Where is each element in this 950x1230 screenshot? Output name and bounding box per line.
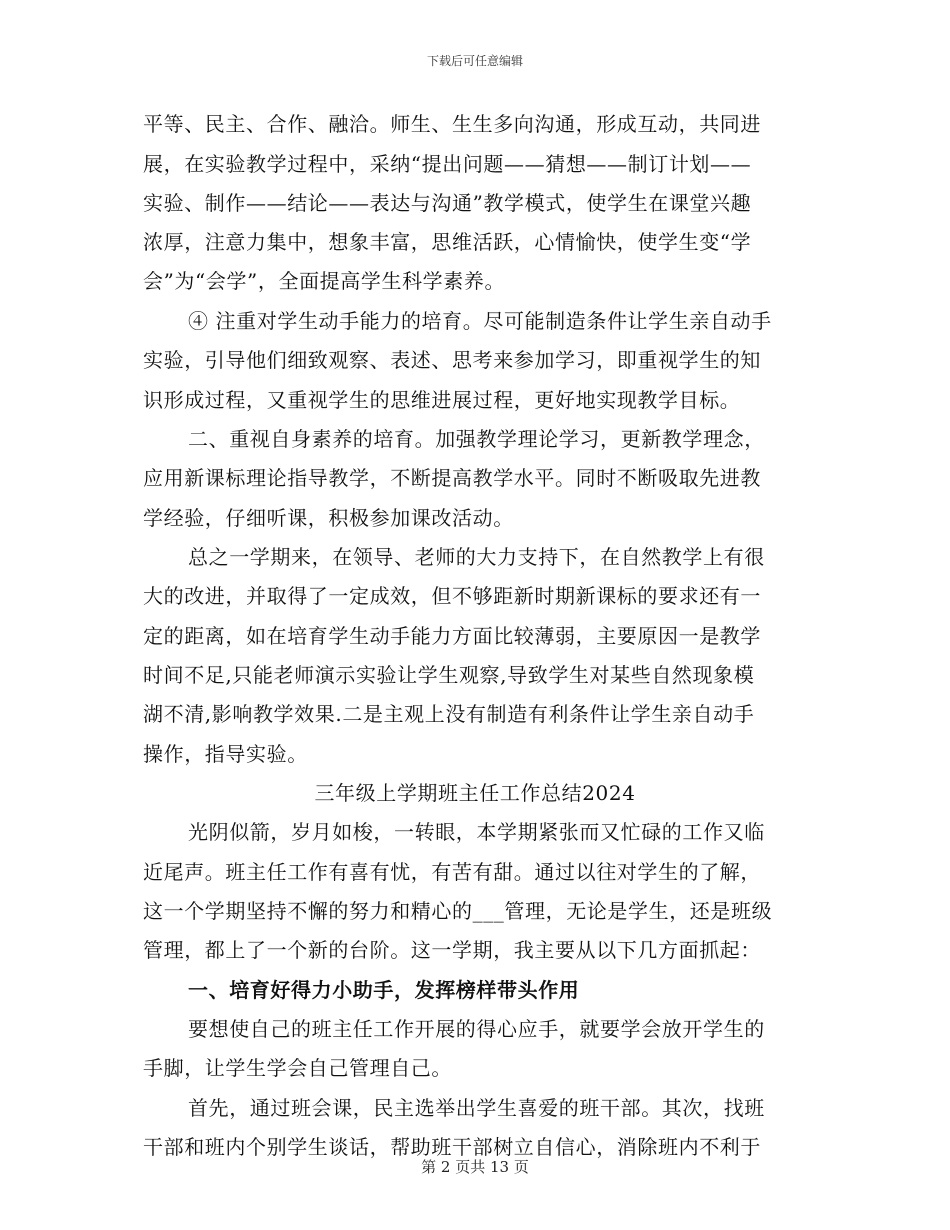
page-footer: 第 2 页共 13 页 — [421, 1158, 529, 1176]
body-line: 浓厚，注意力集中，想象丰富，思维活跃，心情愉快，使学生变“学 — [143, 230, 752, 254]
body-line: 干部和班内个别学生谈话，帮助班干部树立自信心，消除班内不利于 — [143, 1135, 761, 1159]
section-heading: 一、培育好得力小助手，发挥榜样带头作用 — [188, 978, 580, 1002]
body-line: 会”为“会学”，全面提高学生科学素养。 — [143, 269, 506, 293]
body-line: 时间不足,只能老师演示实验让学生观察,导致学生对某些自然现象模 — [143, 663, 755, 687]
body-line: 展，在实验教学过程中，采纳“提出问题——猜想——制订计划—— — [143, 152, 752, 176]
body-line: 实验，引导他们细致观察、表述、思考来参加学习，即重视学生的知 — [143, 348, 761, 372]
body-line: 二、重视自身素养的培育。加强教学理论学习，更新教学理念， — [188, 427, 765, 451]
body-line: ④ 注重对学生动手能力的培育。尽可能制造条件让学生亲自动手 — [188, 309, 772, 333]
body-line: 平等、民主、合作、融洽。师生、生生多向沟通，形成互动，共同进 — [143, 112, 761, 136]
body-line: 大的改进，并取得了一定成效，但不够距新时期新课标的要求还有一 — [143, 584, 761, 608]
body-line: 总之一学期来，在领导、老师的大力支持下，在自然教学上有很 — [188, 545, 765, 569]
body-line: 这一个学期坚持不懈的努力和精心的___管理，无论是学生，还是班级 — [143, 899, 773, 923]
body-line: 识形成过程，又重视学生的思维进展过程，更好地实现教学目标。 — [143, 388, 741, 412]
body-line: 学经验，仔细听课，积极参加课改活动。 — [143, 506, 514, 530]
body-line: 应用新课标理论指导教学，不断提高教学水平。同时不断吸取先进教 — [143, 466, 761, 490]
body-line: 首先，通过班会课，民主选举出学生喜爱的班干部。其次，找班 — [188, 1096, 765, 1120]
body-line: 定的距离，如在培育学生动手能力方面比较薄弱，主要原因一是教学 — [143, 624, 761, 648]
body-line: 手脚，让学生学会自己管理自己。 — [143, 1056, 452, 1080]
body-line: 近尾声。班主任工作有喜有忧，有苦有甜。通过以往对学生的了解， — [143, 860, 761, 884]
body-line: 实验、制作——结论——表达与沟通”教学模式，使学生在课堂兴趣 — [143, 191, 752, 215]
body-line: 管理，都上了一个新的台阶。这一学期，我主要从以下几方面抓起： — [143, 938, 761, 962]
body-line: 要想使自己的班主任工作开展的得心应手，就要学会放开学生的 — [188, 1017, 765, 1041]
body-line: 光阴似箭，岁月如梭，一转眼，本学期紧张而又忙碌的工作又临 — [188, 820, 765, 844]
section-title: 三年级上学期班主任工作总结2024 — [314, 781, 636, 805]
body-line: 湖不清,影响教学效果.二是主观上没有制造有利条件让学生亲自动手 — [143, 702, 755, 726]
body-line: 操作，指导实验。 — [143, 742, 308, 766]
page-header: 下载后可任意编辑 — [426, 54, 523, 68]
